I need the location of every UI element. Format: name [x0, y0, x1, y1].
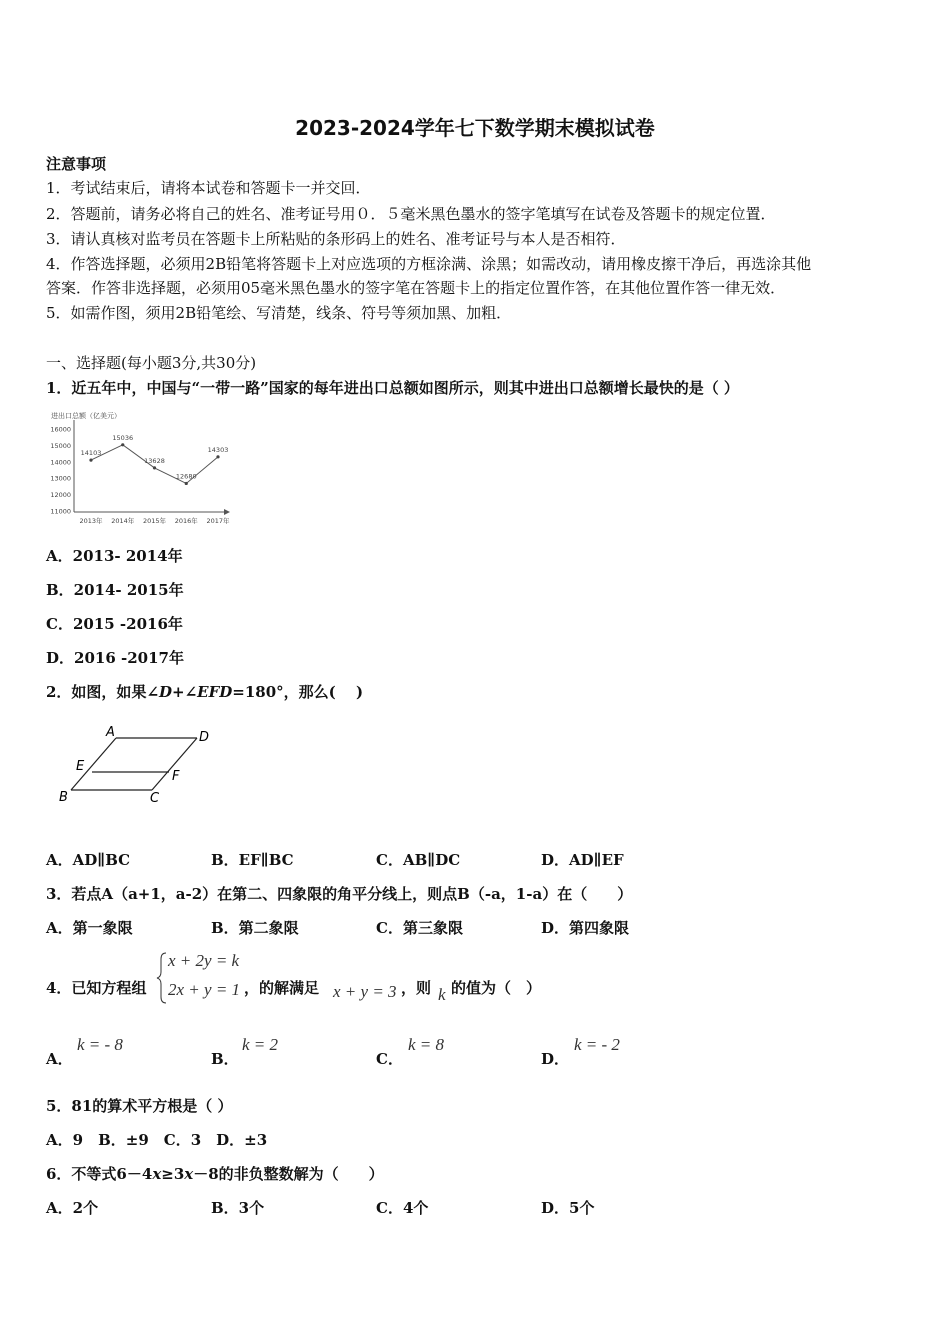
x-tick-label: 2013年	[79, 517, 103, 525]
q3-option-b: B．第二象限	[211, 919, 299, 937]
q6-stem-a: 6．不等式6－4	[46, 1165, 153, 1183]
y-tick-label: 14000	[50, 458, 71, 467]
q1-line-chart	[44, 406, 234, 530]
x-tick-label: 2017年	[206, 517, 230, 525]
label-c: C	[150, 791, 160, 806]
notice-heading: 注意事项	[46, 155, 107, 173]
label-e: E	[76, 759, 85, 774]
y-tick-label: 13000	[50, 474, 71, 483]
q4-option-a-math: k = - 8	[77, 1035, 123, 1054]
data-point	[216, 455, 219, 458]
q1-option-b: B．2014- 2015年	[46, 581, 184, 599]
q6-option-b: B．3个	[211, 1199, 265, 1217]
x-tick-label: 2014年	[111, 517, 135, 525]
q3-option-a: A．第一象限	[46, 919, 133, 937]
y-tick-label: 11000	[50, 507, 71, 516]
q4-system-brace	[156, 951, 168, 1005]
q2-stem-a: 2．如图，如果∠	[46, 683, 160, 701]
q6-stem-c: －8的非负整数解为（ ）	[193, 1165, 384, 1183]
x-tick-label: 2015年	[142, 517, 167, 525]
q4-option-d-math: k = - 2	[574, 1035, 620, 1054]
q4-option-c-math: k = 8	[408, 1035, 445, 1054]
q4-option-d: D．	[541, 1050, 570, 1068]
q2-angle-d: D	[159, 683, 173, 701]
y-tick-label: 15000	[50, 441, 71, 450]
y-tick-label: 16000	[50, 425, 71, 434]
q2-option-c: C．AB∥DC	[376, 851, 461, 869]
q2-parallelogram-figure	[55, 722, 225, 812]
notice-item-4: 4．作答选择题，必须用2B铅笔将答题卡上对应选项的方框涂满、涂黑；如需改动，请用橡皮擦干净后，再选涂其他	[46, 255, 812, 273]
q2-angle-efd: EFD	[197, 683, 233, 701]
notice-item-4-cont: 答案．作答非选择题，必须用05毫米黑色墨水的签字笔在答题卡上的指定位置作答，在其他位置作答一律无效．	[46, 279, 786, 297]
q6-option-d: D．5个	[541, 1199, 595, 1217]
q6-stem	[46, 1163, 384, 1184]
q1-option-d: D．2016 -2017年	[46, 649, 184, 667]
q4-option-c: C．	[376, 1050, 403, 1068]
data-point	[153, 466, 156, 469]
q2-option-b: B．EF∥BC	[211, 851, 294, 869]
section-heading: 一、选择题(每小题3分,共30分)	[46, 354, 257, 372]
y-tick-label: 12000	[50, 491, 71, 500]
data-label: 12680	[175, 472, 197, 481]
data-point	[185, 482, 188, 485]
label-f: F	[172, 769, 180, 784]
q4-option-a: A．	[46, 1050, 73, 1068]
q5-options: A．9 B．±9 C．3 D．±3	[46, 1131, 268, 1149]
q4-condition: x + y = 3	[333, 982, 397, 1001]
q4-stem-b: ，的解满足	[244, 979, 320, 997]
q4-equation-2: 2x + y = 1	[168, 980, 241, 999]
page-title: 2023-2024学年七下数学期末模拟试卷	[295, 116, 655, 140]
q2-stem	[46, 681, 363, 702]
q4-option-b: B．	[211, 1050, 239, 1068]
q4-stem-a: 4．已知方程组	[46, 979, 147, 997]
brace-path	[157, 953, 166, 1003]
data-label: 15036	[112, 433, 134, 442]
data-point	[89, 459, 92, 462]
q4-stem-c: ，则	[401, 979, 432, 997]
x-tick-label: 2016年	[174, 517, 198, 525]
data-label: 14303	[207, 445, 229, 454]
q2-option-a: A．AD∥BC	[46, 851, 131, 869]
q5-stem: 5．81的算术平方根是（ ）	[46, 1097, 233, 1115]
chart-title: 进出口总额（亿美元）	[51, 412, 121, 420]
q1-stem: 1．近五年中，中国与“一带一路”国家的每年进出口总额如图所示，则其中进出口总额增长最快的是（ ）	[46, 379, 739, 397]
data-label: 14103	[80, 449, 102, 458]
q3-option-c: C．第三象限	[376, 919, 463, 937]
q6-var-x1: x	[152, 1165, 162, 1183]
q3-stem: 3．若点A（a+1，a-2）在第二、四象限的角平分线上，则点B（-a，1-a）在（ ）	[46, 885, 633, 903]
q1-option-c: C．2015 -2016年	[46, 615, 183, 633]
label-d: D	[199, 730, 210, 745]
notice-item-1: 1．考试结束后，请将本试卷和答题卡一并交回．	[46, 179, 371, 197]
q2-stem-b: +∠	[172, 683, 198, 701]
label-a: A	[106, 725, 115, 740]
q6-stem-b: ≥3	[161, 1165, 185, 1183]
q6-var-x2: x	[184, 1165, 194, 1183]
q6-option-c: C．4个	[376, 1199, 429, 1217]
q4-equation-1: x + 2y = k	[168, 951, 240, 970]
q1-option-a: A．2013- 2014年	[46, 547, 183, 565]
q6-option-a: A．2个	[46, 1199, 99, 1217]
q2-stem-c: =180°，那么( )	[232, 683, 364, 701]
notice-item-2: 2．答题前，请务必将自己的姓名、准考证号用０．５毫米黑色墨水的签字笔填写在试卷及答题卡的规定位置．	[46, 205, 776, 223]
x-axis-arrow	[224, 509, 230, 515]
notice-item-5: 5．如需作图，须用2B铅笔绘、写清楚，线条、符号等须加黑、加粗．	[46, 304, 512, 322]
label-b: B	[59, 790, 68, 805]
notice-item-3: 3．请认真核对监考员在答题卡上所粘贴的条形码上的姓名、准考证号与本人是否相符．	[46, 230, 626, 248]
data-label: 13628	[144, 456, 165, 465]
data-point	[121, 443, 124, 446]
q4-k-symbol: k	[438, 985, 446, 1004]
q3-option-d: D．第四象限	[541, 919, 630, 937]
q4-stem-d: 的值为（ ）	[451, 979, 542, 997]
q2-option-d: D．AD∥EF	[541, 851, 624, 869]
q4-option-b-math: k = 2	[242, 1035, 279, 1054]
